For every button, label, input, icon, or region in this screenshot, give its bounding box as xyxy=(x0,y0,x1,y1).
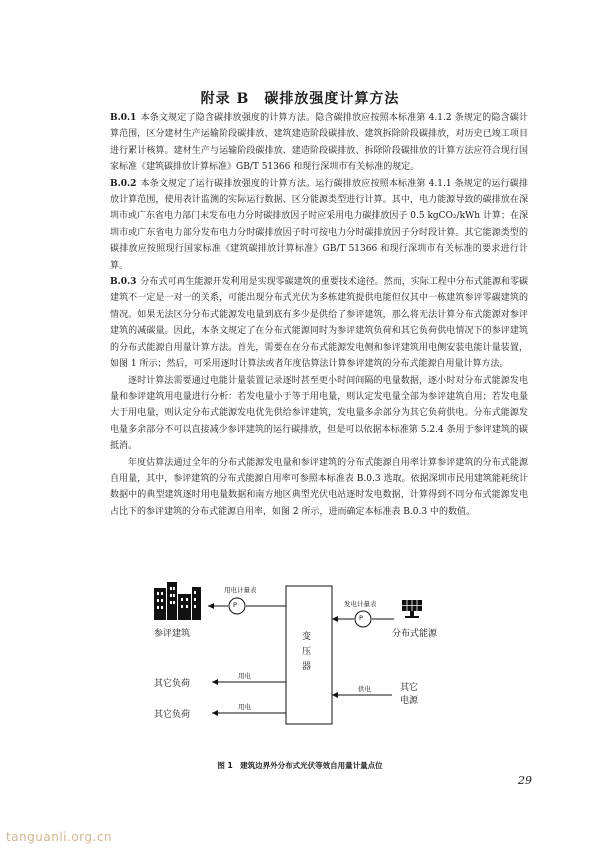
building-icon xyxy=(154,582,201,620)
use-label-1: 用电 xyxy=(238,672,251,680)
supply-label: 供电 xyxy=(358,685,371,693)
watermark: tanguanli.org.cn xyxy=(6,830,113,844)
other-load-label-2: 其它负荷 xyxy=(154,710,191,720)
gen-meter-symbol: P xyxy=(359,614,363,622)
figure-caption: 图 1 建筑边界外分布式光伏等效自用量计量点位 xyxy=(217,761,383,770)
gen-meter-label: 发电计量表 xyxy=(344,600,377,608)
clause-number: B.0.3 xyxy=(110,277,137,288)
appendix-title: 附录 B 碳排放强度计算方法 xyxy=(200,91,400,107)
other-load-label-1: 其它负荷 xyxy=(154,679,191,689)
building-label: 参评建筑 xyxy=(154,629,191,639)
use-meter-label: 用电计量表 xyxy=(224,586,257,594)
clause-number: B.0.1 xyxy=(110,113,137,123)
paragraph-text: 本条文规定了运行碳排放强度的计算方法。运行碳排放应按照本标准第 4.1.1 条规定的运行碳排放计算范围，使用表计监测的实际运行数据、区分能源类型进行计算。其中，电力能源导致的碳排放在深圳市或广东省电力部门未发布电力分时碳排放因子时应采用电力碳排放因子 0.5 kgCO₂/kWh 计算；在深圳市或广东省电力部分发布电力分时碳排放因子时可按电力分时碳排放因子分时段计算。其它能源类型的碳排放应按照现行国家标准《建筑碳排放计算标准》GB/T 51366 和现行深圳市有关标准的要求进行计算。 xyxy=(110,178,528,271)
paragraph-b02 xyxy=(110,176,528,274)
body-text xyxy=(110,110,528,520)
meter-gen-icon xyxy=(355,611,371,627)
paragraph-b03 xyxy=(110,274,528,372)
paragraph-b01 xyxy=(110,110,528,176)
meter-use-icon xyxy=(229,598,245,614)
diagram-lines xyxy=(130,578,510,750)
paragraph-annual-method: 年度估算法通过全年的分布式能源发电量和参评建筑的分布式能源自用率计算参评建筑的分布式能源自用量，其中，参评建筑的分布式能源自用率可参照本标准表 B.0.3 选取。依据深圳市民用建筑能耗统计数据中的典型建筑逐时用电量数据和南方地区典型光伏电站逐时发电数据，计算得到不同分布式能源发电占比下的参评建筑的分布式能源自用率，如图 2 所示，进而确定本标准表 B.0.3 中的数值。 xyxy=(110,457,528,517)
paragraph-hourly-method: 逐时计算法需要通过电能计量装置记录逐时甚至更小时间间隔的电量数据，逐小时对分布式能源发电量和参评建筑用电量进行分析：若发电量小于等于用电量，则认定发电量全部为参评建筑自用；若发电量大于用电量，则认定分布式能源发电优先供给参评建筑，发电量多余部分为其它负荷供电。分布式能源发电量多余部分不可以直接减少参评建筑的运行碳排放，但是可以依据本标准第 5.2.4 条用于参评建筑的碳抵消。 xyxy=(110,375,528,452)
use-meter-symbol: P xyxy=(233,601,237,609)
metering-diagram xyxy=(130,578,510,750)
paragraph-text: 本条文规定了隐含碳排放强度的计算方法。隐含碳排放应按照本标准第 4.1.2 条规定的隐含碳计算范围，区分建材生产运输阶段碳排放、建筑建造阶段碳排放、建筑拆除阶段碳排放，对历史已竣工项目进行累计核算。建材生产与运输阶段碳排放、建造阶段碳排放、拆除阶段碳排放的计算方法应符合现行国家标准《建筑碳排放计算标准》GB/T 51366 和现行深圳市有关标准的规定。 xyxy=(110,113,528,173)
clause-number: B.0.2 xyxy=(110,178,137,189)
solar-panel-icon xyxy=(402,600,422,618)
other-source-label: 其它 电源 xyxy=(400,683,419,706)
paragraph-text: 分布式可再生能源开发利用是实现零碳建筑的重要技术途径。然而，实际工程中分布式能源和零碳建筑不一定是一对一的关系，可能出现分布式光伏为多栋建筑提供电能但仅其中一栋建筑参评零碳建筑的情况。如果无法区分分布式能源发电量到底有多少是供给了参评建筑，那么将无法计算分布式能源对参评建筑的减碳量。因此，本条文规定了在分布式能源同时为参评建筑负荷和其它负荷供电情况下的参评建筑的分布式能源自用量计算方法。首先，需要在在分布式能源发电侧和参评建筑用电侧安装电能计量装置，如图 1 所示；然后，可采用逐时计算法或者年度估算法计算参评建筑的分布式能源自用量计算方法。 xyxy=(110,277,528,370)
pv-label: 分布式能源 xyxy=(392,629,438,639)
page-number: 29 xyxy=(518,774,532,787)
transformer-label: 变 压 器 xyxy=(302,632,312,672)
use-label-2: 用电 xyxy=(238,703,251,711)
